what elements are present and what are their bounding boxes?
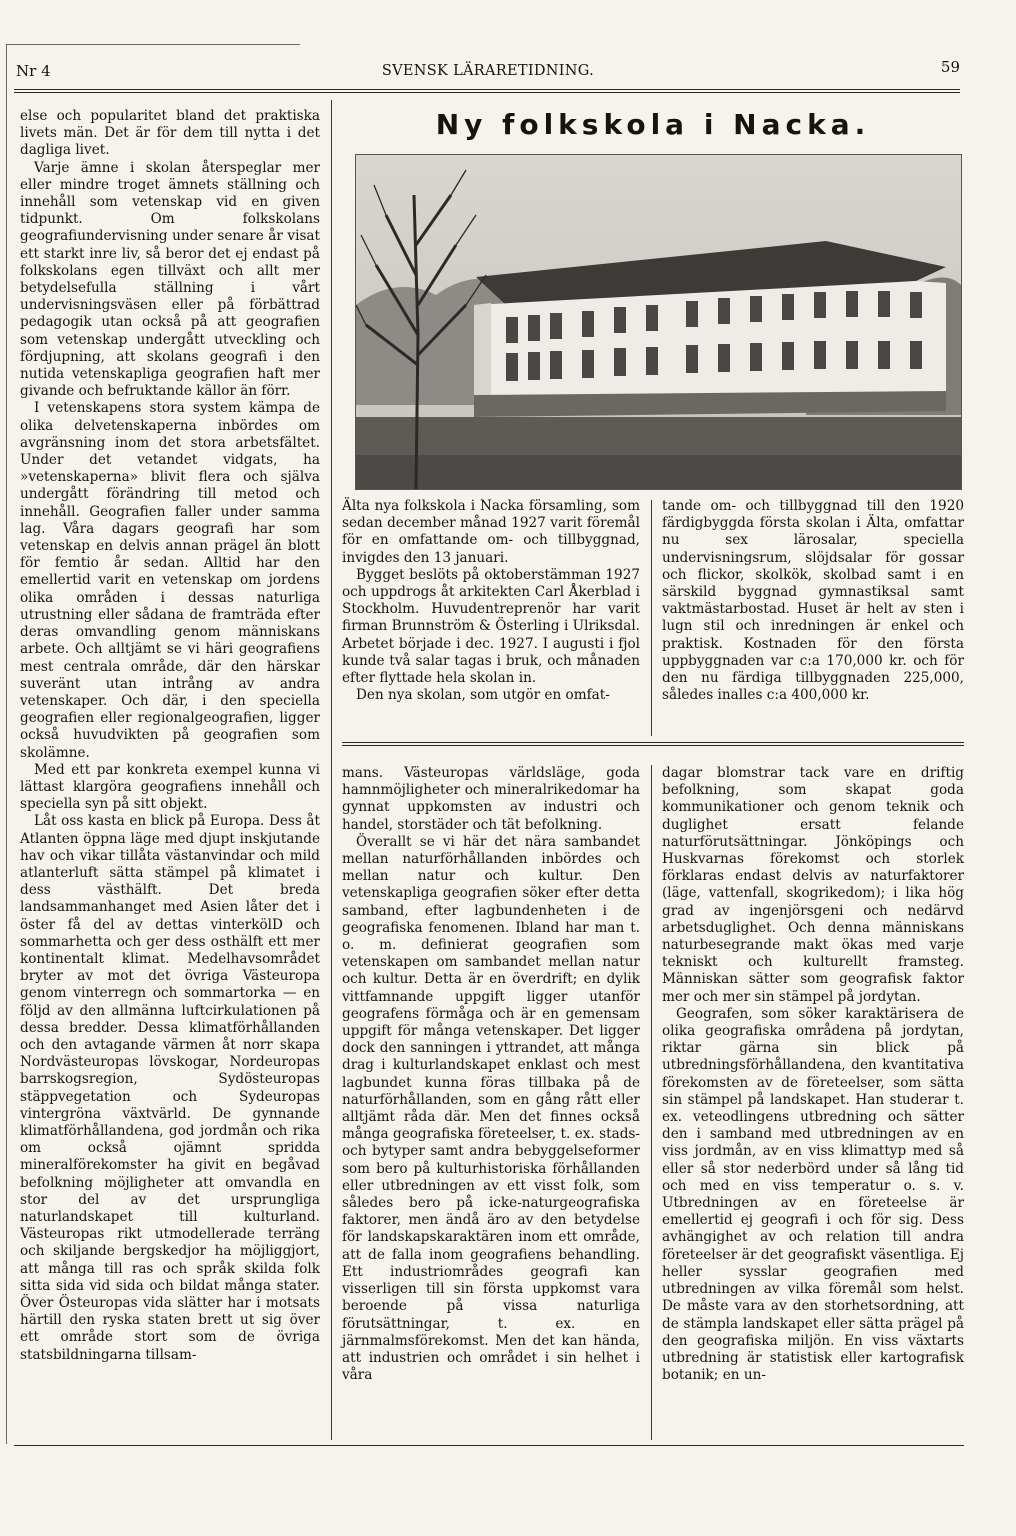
column-divider-left xyxy=(331,100,332,1440)
paragraph: mans. Västeuropas världsläge, goda hamnmöjligheter och mineralrikedomar ha gynnat uppkomsten av industri och handel, storstäder och tät befolkning. xyxy=(342,765,640,833)
section-rule-second xyxy=(342,745,964,746)
paragraph: else och popularitet bland det praktiska livets män. Det är för dem till nytta i det dagliga livet. xyxy=(20,108,320,159)
paragraph: dagar blomstrar tack vare en driftig befolkning, som skapat goda kommunikationer och genom teknik och duglighet ersatt felande naturförutsättningar. Jönköpings och Huskvarnas förekomst och storlek förklaras endast delvis av naturfaktorer (läge, vattenfall, skogrikedom); i lika hög grad av ingenjörsgeni och nedärvd arbetsduglighet. Och denna människans naturbesegrande makt ökas med varje tekniskt och kulturellt framsteg. Människan sätter som geografisk faktor mer och mer sin stämpel på jordytan. xyxy=(662,765,964,1005)
caption-column-left xyxy=(342,498,640,704)
section-rule xyxy=(342,742,964,743)
caption-paragraph: Den nya skolan, som utgör en omfat- xyxy=(356,687,610,704)
column-right xyxy=(662,765,964,1384)
page-header xyxy=(16,58,960,88)
paragraph: Geografen, som söker karaktärisera de olika geografiska områdena på jordytan, riktar gärna sin blick på utbredningsförhållandena, den kvantitativa förekomsten av de företeelser, som sätta sin stämpel på landskapet. Han studerar t. ex. veteodlingens utbredning och sätter den i samband med utbredningen av en viss jordmån, av en viss klimattyp med så eller så stor nederbörd under så lång tid och med en viss temperatur o. s. v. Utbredningen av en företeelse är emellertid ej geografi i och för sig. Dess avhängighet av och relation till andra företeelser är det geografiskt väsentliga. Ej heller sysslar geografien med utbredningen av vilka föremål som helst. De måste vara av den storhetsordning, att de stämpla landskapet eller sätta prägel på den geografiska miljön. En viss växtarts utbredning är statistisk eller kartografisk botanik; en un- xyxy=(662,1005,964,1384)
caption-paragraph: Älta nya folkskola i Nacka församling, som sedan december månad 1927 varit föremål för en omfattande om- och tillbyggnad, invigdes den 13 januari. xyxy=(342,498,640,566)
page-top-line xyxy=(6,44,300,45)
article-heading: Ny folkskola i Nacka. xyxy=(435,108,871,141)
caption-paragraph: tande om- och tillbyggnad till den 1920 färdigbyggda första skolan i Älta, omfattar nu sex lärosalar, speciella undervisningsrum, slöjdsalar för gossar och flickor, skolkök, skolbad samt i en särskild byggnad gymnastiksal samt vaktmästarbostad. Huset är helt av sten i lugn stil och inredningen är enkel och praktisk. Kostnaden för den första uppbyggnaden var c:a 170,000 kr. och för den nu färdiga tillbyggnaden 225,000, således inalles c:a 400,000 kr. xyxy=(662,498,964,704)
issue-number: Nr 4 xyxy=(16,62,51,80)
column-left xyxy=(20,108,320,1364)
paragraph: Överallt se vi här det nära sambandet mellan naturförhållanden inbördes och mellan natur och kultur. Den vetenskapliga geografien söker efter detta samband, efter lagbundenheten i de geografiska fenomenen. Ibland har man t. o. m. definierat geografien som vetenskapen om sambandet mellan natur och kultur. Detta är en överdrift; en dylik vittfamnande uppgift ligger utanför geografens förmåga och är en gemensam uppgift för många vetenskaper. Det ligger dock den sanningen i yttrandet, att många drag i kulturlandskapet enklast och mest lagbundet kunna föras tillbaka på de naturförhållanden, som en gång rått eller alltjämt råda där. Men det finnes också många geografiska företeelser, t. ex. stads- och bytyper samt andra bebyggelseformer som bero på kulturhistoriska förhållanden eller utbredningen av ett visst folk, som således bero på icke-naturgeografiska faktorer, men ändå äro av den betydelse för landskapskaraktären inom ett område, att de falla inom geografiens behandling. Ett industriområdes geografi kan visserligen till sin första uppkomst vara beroende på vissa naturliga förutsättningar, t. ex. en järnmalmsförekomst. Men det kan hända, att industrien och området i sin helhet i våra xyxy=(342,833,640,1384)
column-middle xyxy=(342,765,640,1384)
caption-divider xyxy=(651,500,652,736)
caption-column-right xyxy=(662,498,964,704)
journal-title: SVENSK LÄRARETIDNING. xyxy=(381,63,595,79)
caption-paragraph: Bygget beslöts på oktoberstämman 1927 och uppdrogs åt arkitekten Carl Åkerblad i Stockholm. Huvudentreprenör har varit firman Brunnström & Österling i Ulriksdal. Arbetet började i dec. 1927. I augusti i fjol kunde två salar tagas i bruk, och månaden efter flyttade hela skolan in. xyxy=(342,566,640,687)
header-rule-second xyxy=(14,92,960,93)
school-photo xyxy=(355,154,962,490)
school-building-illustration xyxy=(356,155,961,489)
paragraph: Med ett par konkreta exempel kunna vi lättast klargöra geografiens innehåll och speciella syn på sitt objekt. xyxy=(20,761,320,813)
column-divider-right xyxy=(651,765,652,1440)
footer-rule xyxy=(14,1445,964,1446)
page-number: 59 xyxy=(940,58,960,76)
page-frame-left xyxy=(6,44,7,1444)
header-rule xyxy=(14,89,960,90)
paragraph: Varje ämne i skolan återspeglar mer eller mindre troget ämnets ställning och innehåll som vetenskap vid en given tidpunkt. Om folkskolans geografiundervisning under senare år visat ett starkt inre liv, så beror det ej endast på folkskolans egen tillväxt och allt mer betydelsefulla ställning i vårt undervisningsväsen eller på förbättrad pedagogik utan också på att geografien som vetenskap undergått utveckling och fördjupning, att skolans geografi i den nutida vetenskapliga geografien haft mer givande och befruktande källor än förr. xyxy=(20,159,320,400)
paragraph: Låt oss kasta en blick på Europa. Dess åt Atlanten öppna läge med djupt inskjutande hav och vikar tillåta västanvindar och mild atlanterluft sätta stämpel på klimatet i dess västhälft. Det breda landsammanhanget med Asien låter det i öster få del av dettas vinterkölD och sommarhetta och ger dess osthälft ett mer kontinentalt klimat. Medelhavsområdet bryter av mot det övriga Västeuropa genom vinterregn och sommartorka — en följd av den allmänna luftcirkulationen på dessa bredder. Dessa klimatförhållanden och den avtagande värmen åt norr skapa Nordvästeuropas lövskogar, Nordeuropas barrskogsregion, Sydösteuropas stäppvegetation och Sydeuropas vintergröna växtvärld. De gynnande klimatförhållandena, god jordmån och rika om också ojämnt spridda mineralförekomster ha givit en begåvad befolkning möjligheter att omvandla en stor del av det ursprungliga naturlandskapet till kulturland. Västeuropas rikt utmodellerade terräng och skiljande bergskedjor ha möjliggjort, att många till ras och språk skilda folk sitta sida vid sida och bildat många stater. Över Östeuropas vida slätter har i motsats härtill den ryska staten brett ut sig över ett område stort som de övriga statsbildningarna tillsam- xyxy=(20,813,320,1363)
paragraph: I vetenskapens stora system kämpa de olika delvetenskaperna inbördes om avgränsning inom det stora arbetsfältet. Under det vetandet vidgats, ha »vetenskaperna» blivit flera och själva undergått förändring till metod och innehåll. Geografien faller under samma lag. Våra dagars geografi har som vetenskap en delvis annan prägel än blott för femtio år sedan. Alltid har den emellertid varit en vetenskap om jordens olika områden i dessas naturliga utrustning eller sådana de framträda efter deras omvandling genom människans arbete. Och alltjämt se vi häri geografiens mest centrala område, där den härskar suveränt utan intrång av andra vetenskaper. Och där, i den speciella geografien eller regionalgeografien, ligger också huvudvikten på geografien som skolämne. xyxy=(20,400,320,761)
